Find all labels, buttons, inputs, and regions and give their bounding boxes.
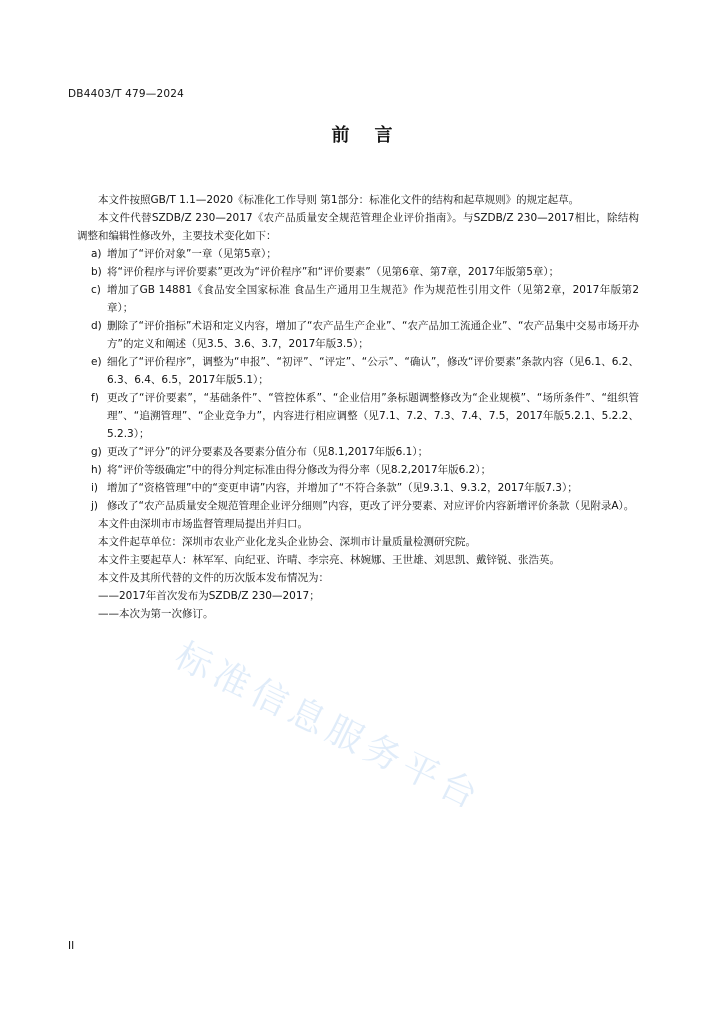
change-item-text: 修改了“农产品质量安全规范管理企业评分细则”内容，更改了评分要素、对应评价内容新增评价条款（见附录A）。 (107, 500, 635, 512)
change-item-text: 删除了“评价指标”术语和定义内容，增加了“农产品生产企业”、“农产品加工流通企业”、“农产品集中交易市场开办方”的定义和阐述（见3.5、3.6、3.7，2017年版3.5）； (107, 320, 639, 350)
paragraph-drafters: 本文件主要起草人：林军军、向纪亚、许晴、李宗亮、林婉娜、王世雄、刘思凯、戴锌锐、张浩英。 (98, 554, 560, 566)
change-item-mark: f) (91, 392, 99, 404)
change-item-i (77, 479, 639, 497)
paragraph-drafting-rules: 本文件按照GB/T 1.1—2020《标准化工作导则 第1部分：标准化文件的结构和起草规则》的规定起草。 (98, 194, 580, 206)
change-item-f (77, 389, 639, 443)
history-item-revision: ——本次为第一次修订。 (98, 608, 214, 620)
change-item-e (77, 353, 639, 389)
change-item-mark: h) (91, 464, 102, 476)
standard-code: DB4403/T 479—2024 (68, 88, 184, 100)
change-item-text: 将“评价等级确定”中的得分判定标准由得分修改为得分率（见8.2,2017年版6.2）； (107, 464, 492, 476)
change-item-text: 更改了“评分”的评分要素及各要素分值分布（见8.1,2017年版6.1）； (107, 446, 429, 458)
change-item-text: 将“评价程序与评价要素”更改为“评价程序”和“评价要素”（见第6章、第7章，2017年版第5章）； (107, 266, 560, 278)
change-item-mark: b) (91, 266, 102, 278)
change-item-text: 更改了“评价要素”，“基础条件”、“管控体系”、“企业信用”条标题调整修改为“企业规模”、“场所条件”、“组织管理”、“追溯管理”、“企业竞争力”，内容进行相应调整（见7.1、7.2、7.3、7.4、7.5，2017年版5.2.1、5.2.2、5.2.3）； (107, 392, 639, 440)
change-item-mark: a) (91, 248, 102, 260)
change-item-mark: i) (91, 482, 99, 494)
paragraph-replacement: 本文件代替SZDB/Z 230—2017《农产品质量安全规范管理企业评价指南》。与SZDB/Z 230—2017相比，除结构调整和编辑性修改外，主要技术变化如下： (77, 212, 639, 242)
change-item-text: 增加了“资格管理”中的“变更申请”内容，并增加了“不符合条款”（见9.3.1、9.3.2，2017年版7.3）； (107, 482, 578, 494)
watermark: 标准信息服务平台 (168, 635, 489, 820)
history-item-first-release: ——2017年首次发布为SZDB/Z 230—2017； (98, 590, 320, 602)
change-item-mark: j) (91, 500, 99, 512)
change-item-text: 细化了“评价程序”，调整为“申报”、“初评”、“评定”、“公示”、“确认”，修改“评价要素”条款内容（见6.1、6.2、6.3、6.4、6.5，2017年版5.1）； (107, 356, 639, 386)
paragraph-history-intro: 本文件及其所代替的文件的历次版本发布情况为： (98, 572, 329, 584)
change-item-mark: g) (91, 446, 102, 458)
paragraph-proposer: 本文件由深圳市市场监督管理局提出并归口。 (98, 518, 308, 530)
change-item-c (77, 281, 639, 317)
paragraph-drafting-units: 本文件起草单位：深圳市农业产业化龙头企业协会、深圳市计量质量检测研究院。 (98, 536, 476, 548)
change-item-j (77, 497, 639, 515)
change-item-b (77, 263, 639, 281)
change-item-d (77, 317, 639, 353)
change-item-text: 增加了GB 14881《食品安全国家标准 食品生产通用卫生规范》作为规范性引用文件（见第2章，2017年版第2章）； (107, 284, 639, 314)
change-item-mark: c) (91, 284, 101, 296)
foreword-body (77, 191, 639, 623)
page-number: II (68, 940, 75, 952)
change-item-h (77, 461, 639, 479)
change-item-a (77, 245, 639, 263)
change-item-mark: e) (91, 356, 102, 368)
change-item-g (77, 443, 639, 461)
page-title: 前 言 (331, 125, 393, 146)
change-item-text: 增加了“评价对象”一章（见第5章）； (107, 248, 277, 260)
change-item-mark: d) (91, 320, 102, 332)
